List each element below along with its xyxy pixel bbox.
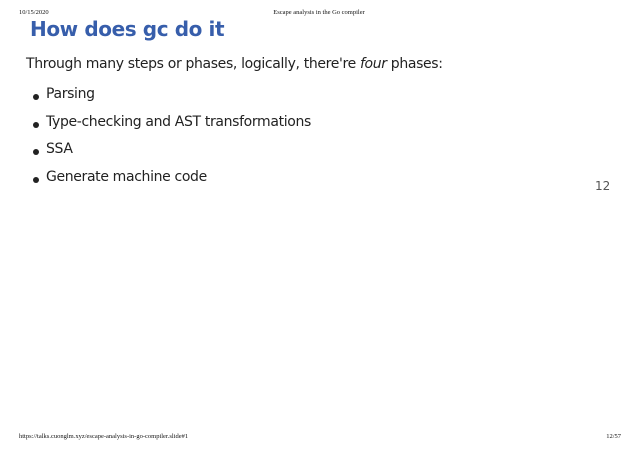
print-page-count: 12/57 <box>606 433 621 440</box>
bullet-icon <box>33 177 39 183</box>
phase-label: Parsing <box>46 86 95 102</box>
print-url: https://talks.cuonglm.xyz/escape-analysis-in-go-compiler.slide#1 <box>19 433 189 440</box>
intro-text-start: Through many steps or phases, logically, there're <box>26 56 360 72</box>
slide-title: How does gc do it <box>30 17 225 41</box>
print-document-title: Escape analysis in the Go compiler <box>273 9 365 16</box>
intro-emphasis: four <box>359 56 387 72</box>
phase-label: Type-checking and AST transformations <box>46 114 311 130</box>
intro-text <box>26 56 443 72</box>
bullet-icon <box>33 149 39 155</box>
phase-label: Generate machine code <box>46 169 207 185</box>
print-date: 10/15/2020 <box>19 9 49 16</box>
slide-page-number: 12 <box>595 179 611 193</box>
bullet-icon <box>33 122 39 128</box>
bullet-icon <box>33 94 39 100</box>
phase-label: SSA <box>46 141 73 157</box>
intro-text-end: phases: <box>386 56 443 72</box>
print-footer <box>0 433 638 443</box>
